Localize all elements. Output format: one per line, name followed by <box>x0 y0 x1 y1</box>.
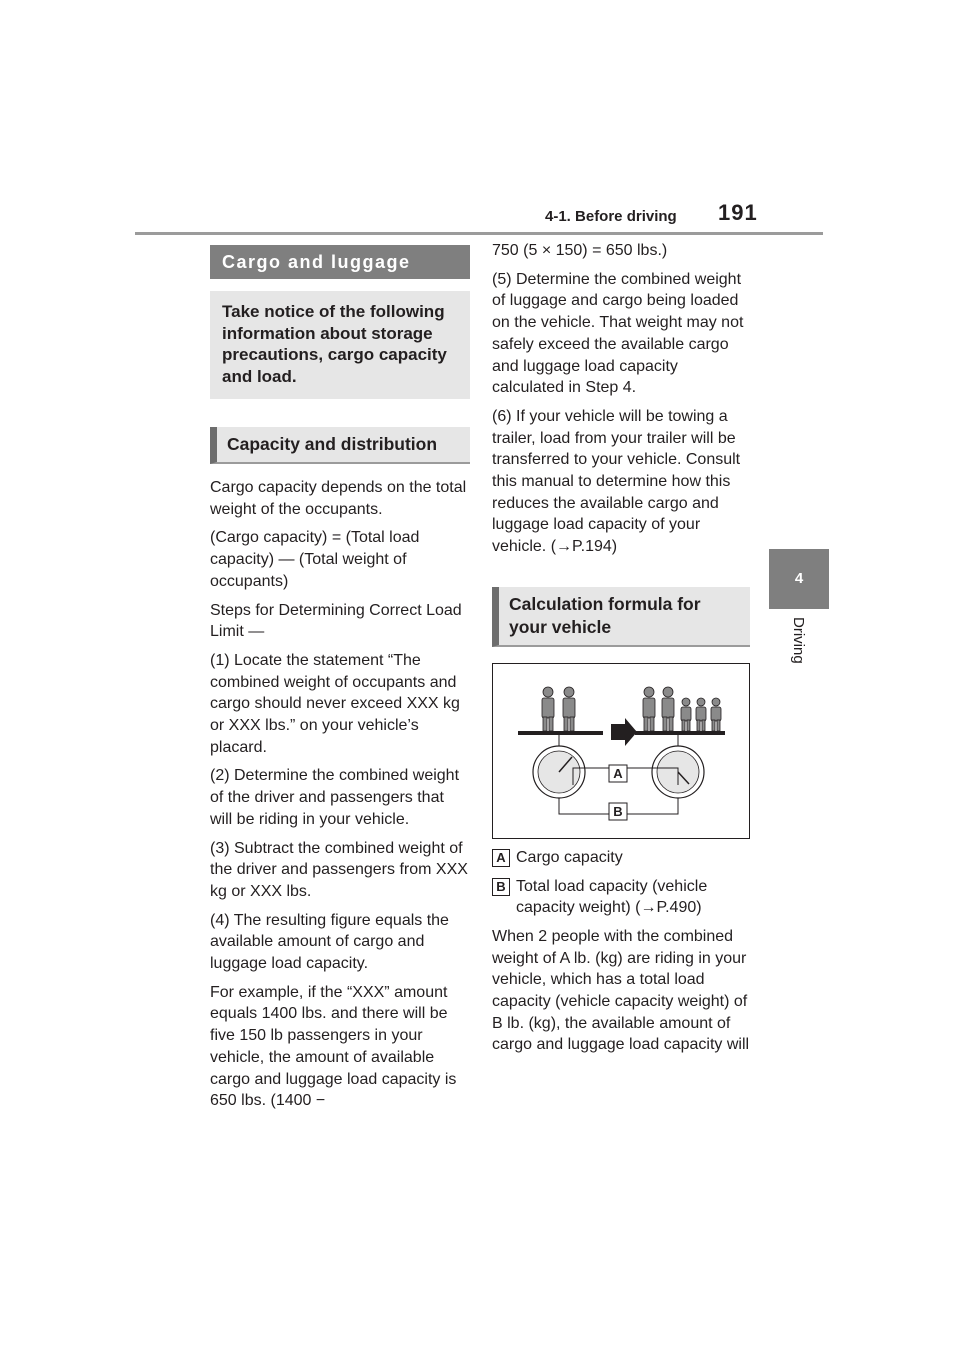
scale-platform-left <box>518 731 603 735</box>
subheading-capacity: Capacity and distribution <box>210 427 470 464</box>
arrow-right-icon <box>611 718 637 746</box>
paragraph: (1) Locate the statement “The combined weight of occupants and cargo should never exceed XXX kg or XXX lbs.” on your vehicle’s placard. <box>210 651 460 756</box>
legend-mark-b: B <box>492 878 510 896</box>
section-title: Cargo and luggage <box>210 245 470 279</box>
paragraph: Cargo capacity depends on the total weight of the occupants. <box>210 479 467 518</box>
paragraph: For example, if the “XXX” amount equals 1400 lbs. and there will be five 150 lb passengers in your vehicle, the amount of available cargo and luggage load capacity is 650 lbs. (1400 − <box>210 983 457 1110</box>
scale-platform-right <box>635 731 725 735</box>
figure-svg <box>493 664 749 838</box>
scale-dial-left <box>533 746 585 798</box>
paragraph: (3) Subtract the combined weight of the driver and passengers from XXX kg or XXX lbs. <box>210 839 468 900</box>
legend-text-b: Total load capacity (vehicle capacity weight) (→P.490) <box>516 877 708 917</box>
label-a: A <box>613 765 623 781</box>
paragraph: (Cargo capacity) = (Total load capacity) — (Total weight of occupants) <box>210 529 420 590</box>
paragraph: Steps for Determining Correct Load Limit — <box>210 601 462 641</box>
legend-text-a: Cargo capacity <box>516 848 623 866</box>
paragraph: (5) Determine the combined weight of luggage and cargo being loaded on the vehicle. That weight may not safely exceed the available cargo and luggage load capacity calculated in Step 4. <box>492 270 744 397</box>
paragraph: (2) Determine the combined weight of the driver and passengers that will be riding in your vehicle. <box>210 767 460 828</box>
paragraph: When 2 people with the combined weight of A lb. (kg) are riding in your vehicle, which has a total load capacity (vehicle capacity weight) of B lb. (kg), the available amount of cargo and luggage load capacity will <box>492 927 750 1054</box>
header-rule <box>135 232 823 235</box>
intro-box: Take notice of the following information about storage precautions, cargo capacity and load. <box>210 291 470 399</box>
legend-mark-a: A <box>492 849 510 867</box>
legend-item-b <box>492 876 750 919</box>
paragraph: (4) The resulting figure equals the available amount of cargo and luggage load capacity. <box>210 911 449 973</box>
chapter-tab[interactable]: 4 <box>769 549 829 609</box>
right-column <box>492 240 750 1063</box>
section-header: 4-1. Before driving <box>545 208 677 225</box>
legend-item-a <box>492 847 750 869</box>
paragraph: (6) If your vehicle will be towing a trailer, load from your trailer will be transferred to your vehicle. Consult this manual to determine how this reduces the available cargo and luggage load capacity of your vehicle. (→P.194) <box>492 407 741 556</box>
paragraph: 750 (5 × 150) = 650 lbs.) <box>492 242 668 259</box>
label-b: B <box>613 803 623 819</box>
left-column <box>210 245 470 1119</box>
page-number: 191 <box>718 200 758 225</box>
load-capacity-figure <box>492 663 750 839</box>
subheading-formula: Calculation formula for your vehicle <box>492 587 750 647</box>
people-icon <box>542 687 721 731</box>
chapter-label: Driving <box>790 617 807 664</box>
